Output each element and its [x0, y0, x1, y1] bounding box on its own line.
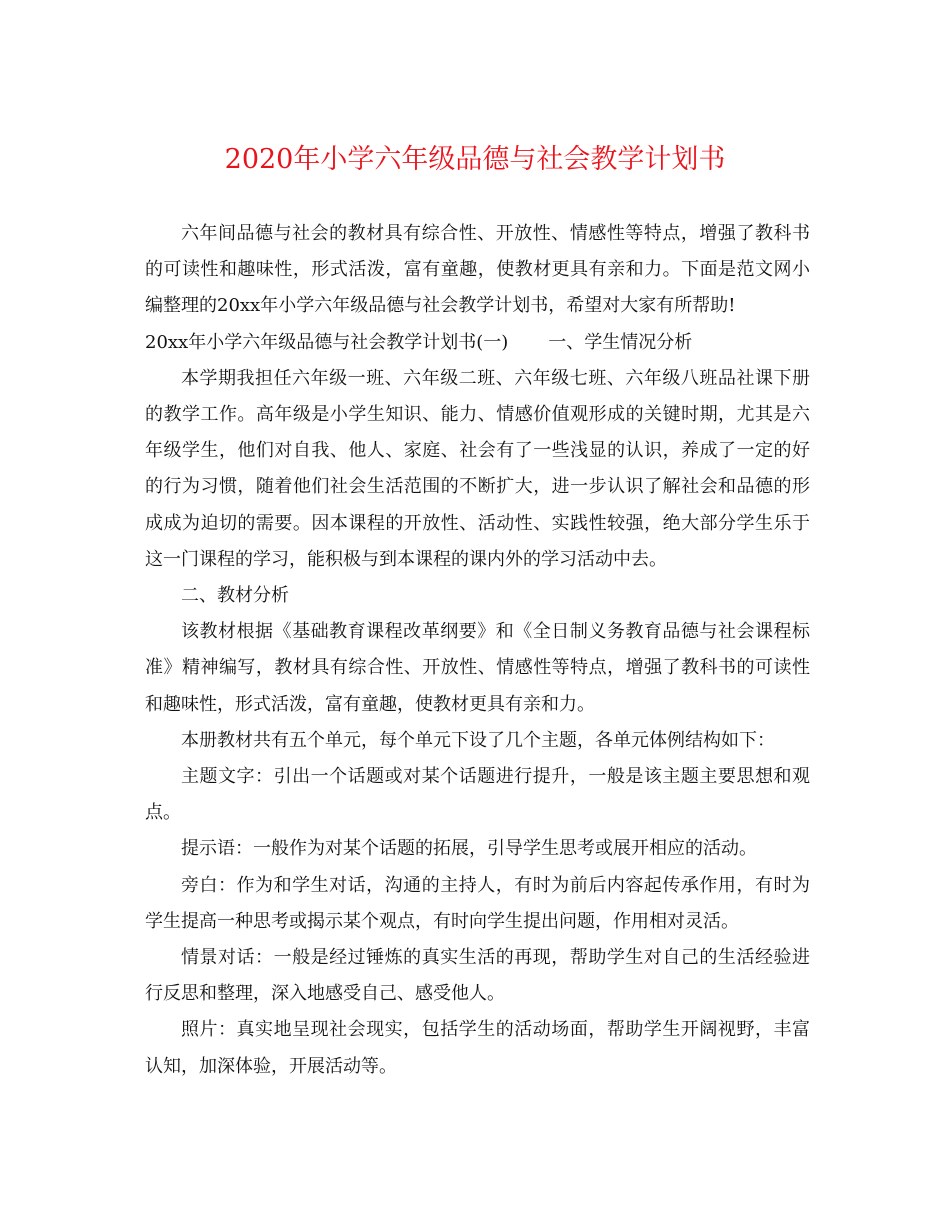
student-analysis-paragraph: 本学期我担任六年级一班、六年级二班、六年级七班、六年级八班品社课下册的教学工作。高年级是小学生知识、能力、情感价值观形成的关键时期，尤其是六年级学生，他们对自我、他人、家庭、社会有了一些浅显的认识，养成了一定的好的行为习惯，随着他们社会生活范围的不断扩大，进一步认识了解社会和品德的形成成为迫切的需要。因本课程的开放性、活动性、实践性较强，绝大部分学生乐于这一门课程的学习，能积极与到本课程的课内外的学习活动中去。: [145, 367, 810, 570]
unit-structure-paragraph: 本册教材共有五个单元，每个单元下设了几个主题，各单元体例结构如下：: [181, 729, 775, 751]
narration-paragraph: 旁白：作为和学生对话，沟通的主持人，有时为前后内容起传承作用，有时为学生提高一种思考或揭示某个观点，有时向学生提出问题，作用相对灵活。: [145, 874, 810, 932]
theme-text-paragraph: 主题文字：引出一个话题或对某个话题进行提升，一般是该主题主要思想和观点。: [145, 766, 810, 824]
intro-paragraph: 六年间品德与社会的教材具有综合性、开放性、情感性等特点，增强了教科书的可读性和趣味性，形式活泼，富有童趣，使教材更具有亲和力。下面是范文网小编整理的20xx年小学六年级品德与社会教学计划书，希望对大家有所帮助!: [145, 223, 810, 317]
plan-heading-line: [145, 325, 810, 361]
material-analysis-paragraph: 该教材根据《基础教育课程改革纲要》和《全日制义务教育品德与社会课程标准》精神编写，教材具有综合性、开放性、情感性等特点，增强了教科书的可读性和趣味性，形式活泼，富有童趣，使教材更具有亲和力。: [145, 621, 810, 715]
prompt-paragraph: 提示语：一般作为对某个话题的拓展，引导学生思考或展开相应的活动。: [181, 838, 757, 860]
document-body: [145, 216, 810, 1085]
document-title: 2020年小学六年级品德与社会教学计划书: [224, 144, 726, 175]
dialogue-paragraph: 情景对话：一般是经过锤炼的真实生活的再现，帮助学生对自己的生活经验进行反思和整理，深入地感受自己、感受他人。: [145, 947, 810, 1005]
section-heading-student-analysis: 一、学生情况分析: [548, 331, 693, 353]
plan-subtitle: 20xx年小学六年级品德与社会教学计划书(一): [145, 331, 509, 353]
section-heading-material-analysis: 二、教材分析: [181, 585, 289, 607]
photo-paragraph: 照片：真实地呈现社会现实，包括学生的活动场面，帮助学生开阔视野，丰富认知，加深体验，开展活动等。: [145, 1019, 810, 1077]
